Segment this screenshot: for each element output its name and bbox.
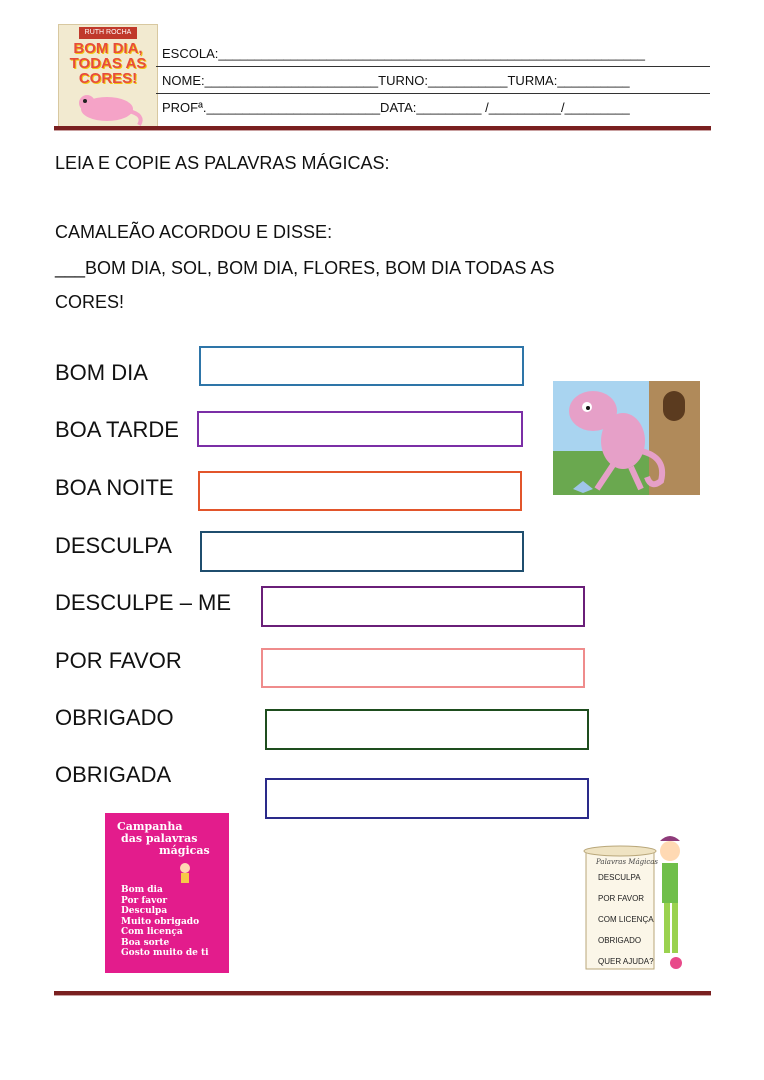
copy-box[interactable] <box>199 346 524 386</box>
booklet-title: das palavras <box>121 832 198 845</box>
word-label: BOM DIA <box>55 360 148 385</box>
word-label: DESCULPA <box>55 533 172 558</box>
word-label: BOA NOITE <box>55 475 174 500</box>
copy-box[interactable] <box>261 586 585 627</box>
scroll-item: COM LICENÇA <box>598 915 654 924</box>
booklet-item: Muito obrigado <box>121 916 200 927</box>
chameleon-illustration <box>553 381 700 495</box>
escola-field[interactable]: ESCOLA:___________________________________________________________ <box>162 46 645 61</box>
header-divider <box>156 66 710 67</box>
copy-box[interactable] <box>265 709 589 750</box>
story-line: CAMALEÃO ACORDOU E DISSE: <box>55 222 333 242</box>
scroll-title: Palavras Mágicas <box>596 858 659 866</box>
booklet-title: mágicas <box>159 844 210 857</box>
word-label: BOA TARDE <box>55 417 179 442</box>
word-label: OBRIGADO <box>55 705 174 730</box>
word-label: POR FAVOR <box>55 648 182 673</box>
booklet-item: Boa sorte <box>121 937 170 948</box>
instruction-title: LEIA E COPIE AS PALAVRAS MÁGICAS: <box>55 153 390 173</box>
header-rule <box>54 126 711 131</box>
scroll-item: POR FAVOR <box>598 894 645 903</box>
footer-rule <box>54 991 711 996</box>
booklet-item: Gosto muito de ti <box>121 948 209 958</box>
girl-figure-icon <box>175 861 195 887</box>
booklet-title: Campanha <box>117 820 183 833</box>
chameleon-drawing <box>67 87 151 127</box>
scroll-item: QUER AJUDA? <box>598 957 654 966</box>
book-author: RUTH ROCHA <box>79 27 137 39</box>
prof-data-field[interactable]: PROFª.________________________DATA:_________ /__________/_________ <box>162 100 630 115</box>
nome-turno-turma-field[interactable]: NOME:________________________TURNO:___________TURMA:__________ <box>162 73 630 88</box>
story-line: ___BOM DIA, SOL, BOM DIA, FLORES, BOM DIA TODAS AS <box>55 258 555 278</box>
copy-box[interactable] <box>198 471 522 511</box>
scroll-item: OBRIGADO <box>598 936 642 945</box>
word-label: DESCULPE – ME <box>55 590 232 615</box>
book-title: BOM DIA, TODAS AS CORES! <box>69 40 147 87</box>
book-cover-image <box>58 24 158 130</box>
copy-box[interactable] <box>265 778 589 819</box>
scroll-item: DESCULPA <box>598 873 641 882</box>
magic-words-booklet <box>105 813 229 973</box>
story-line: CORES! <box>55 292 125 312</box>
word-label: OBRIGADA <box>55 762 172 787</box>
booklet-item: Por favor <box>121 895 168 906</box>
copy-box[interactable] <box>261 648 585 688</box>
booklet-item: Desculpa <box>121 906 168 916</box>
copy-box[interactable] <box>197 411 523 447</box>
booklet-item: Bom dia <box>121 885 163 895</box>
booklet-item: Com licença <box>121 927 183 937</box>
chameleon-scene-drawing <box>553 381 700 495</box>
copy-box[interactable] <box>200 531 524 572</box>
header-divider <box>156 93 710 94</box>
magic-words-scroll <box>578 831 690 977</box>
